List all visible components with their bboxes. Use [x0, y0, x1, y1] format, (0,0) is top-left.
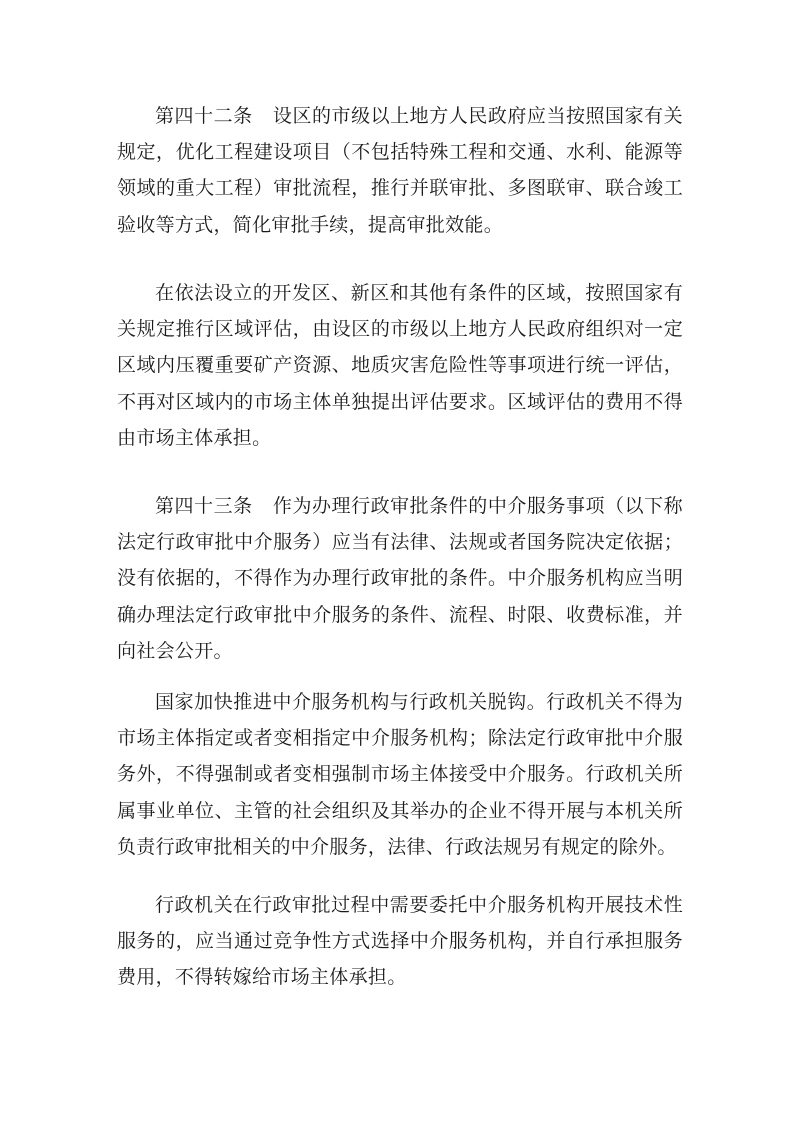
paragraph-text: 作为办理行政审批条件的中介服务事项（以下称法定行政审批中介服务）应当有法律、法规或者国务院决定依据；没有依据的，不得作为办理行政审批的条件。中介服务机构应当明确办理法定行政审批中介服务的条件、流程、时限、收费标准，并向社会公开。 [117, 495, 683, 662]
paragraph-agency-decoupling [117, 684, 683, 865]
paragraph-text: 行政机关在行政审批过程中需要委托中介服务机构开展技术性服务的，应当通过竞争性方式选择中介服务机构，并自行承担服务费用，不得转嫁给市场主体承担。 [117, 894, 683, 989]
paragraph-technical-services [117, 887, 683, 996]
paragraph-article-43 [117, 488, 683, 669]
paragraph-article-42 [117, 98, 683, 243]
paragraph-text: 在依法设立的开发区、新区和其他有条件的区域，按照国家有关规定推行区域评估，由设区的市级以上地方人民政府组织对一定区域内压覆重要矿产资源、地质灾害危险性等事项进行统一评估，不再对区域内的市场主体单独提出评估要求。区域评估的费用不得由市场主体承担。 [117, 282, 683, 449]
paragraph-regional-assessment [117, 275, 683, 456]
paragraph-text: 设区的市级以上地方人民政府应当按照国家有关规定，优化工程建设项目（不包括特殊工程和交通、水利、能源等领域的重大工程）审批流程，推行并联审批、多图联审、联合竣工验收等方式，简化审批手续，提高审批效能。 [117, 105, 683, 236]
article-number: 第四十二条 [155, 105, 253, 127]
article-number: 第四十三条 [155, 495, 253, 517]
paragraph-text: 国家加快推进中介服务机构与行政机关脱钩。行政机关不得为市场主体指定或者变相指定中介服务机构；除法定行政审批中介服务外，不得强制或者变相强制市场主体接受中介服务。行政机关所属事业单位、主管的社会组织及其举办的企业不得开展与本机关所负责行政审批相关的中介服务，法律、行政法规另有规定的除外。 [117, 691, 683, 858]
